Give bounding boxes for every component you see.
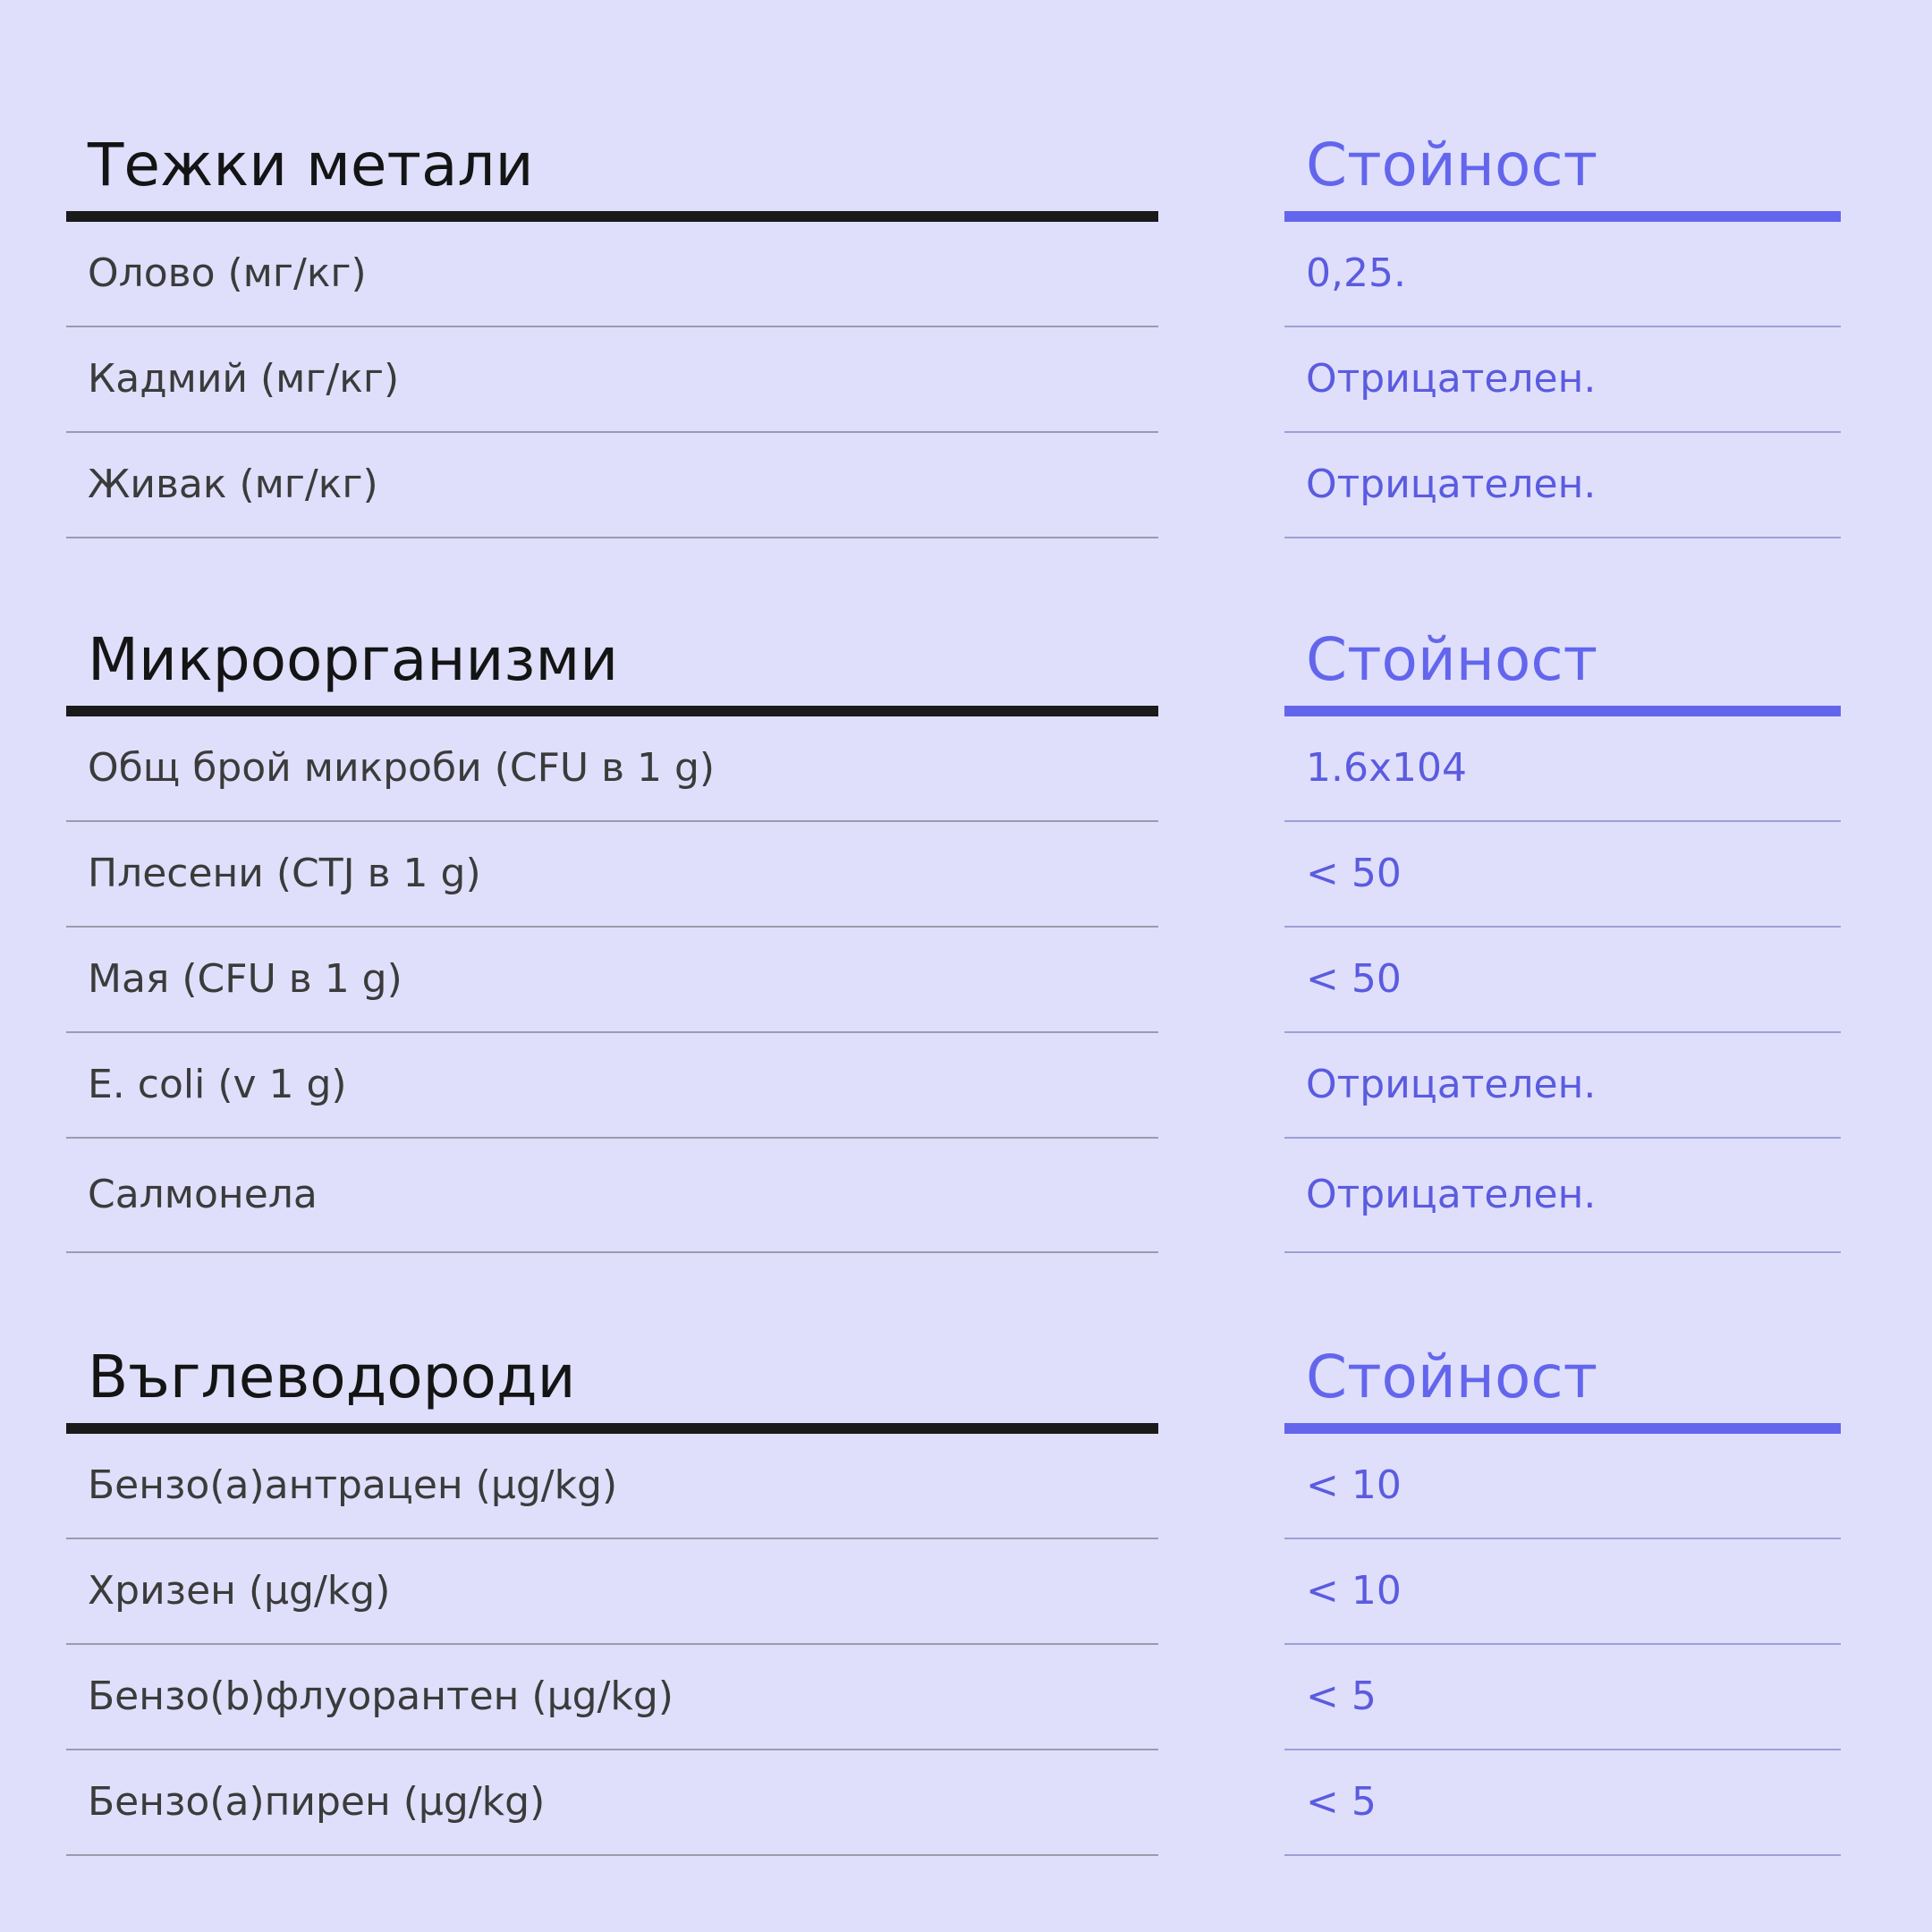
section-title: Въглеводороди xyxy=(88,1343,576,1411)
table-row xyxy=(66,1750,1158,1856)
row-value: 1.6x104 xyxy=(1306,745,1467,791)
section-heading xyxy=(66,561,1158,716)
row-label: Олово (мг/кг) xyxy=(88,250,367,296)
table-row xyxy=(1284,928,1841,1033)
row-value: < 10 xyxy=(1306,1462,1402,1508)
value-header: Стойност xyxy=(1306,1343,1598,1411)
row-label: Мая (CFU в 1 g) xyxy=(88,956,402,1002)
heading-underline xyxy=(66,211,1158,222)
table-row xyxy=(66,1539,1158,1645)
row-value: Отрицателен. xyxy=(1306,462,1597,507)
table-row xyxy=(66,1645,1158,1750)
label-column xyxy=(66,66,1158,538)
row-value: < 5 xyxy=(1306,1779,1377,1825)
table-row xyxy=(66,1434,1158,1539)
row-value: < 10 xyxy=(1306,1568,1402,1614)
value-column xyxy=(1284,1278,1841,1856)
value-header: Стойност xyxy=(1306,625,1598,694)
table-row xyxy=(1284,1645,1841,1750)
row-value: Отрицателен. xyxy=(1306,1062,1597,1107)
table-row xyxy=(1284,327,1841,433)
label-column xyxy=(66,1278,1158,1856)
table-row xyxy=(1284,716,1841,822)
section-title: Тежки метали xyxy=(88,131,534,199)
table-row xyxy=(66,433,1158,538)
value-heading xyxy=(1284,1278,1841,1434)
value-column xyxy=(1284,561,1841,1253)
table-row xyxy=(1284,1434,1841,1539)
value-column xyxy=(1284,66,1841,538)
row-value: < 5 xyxy=(1306,1674,1377,1719)
row-label: Бензо(b)флуорантен (µg/kg) xyxy=(88,1674,674,1719)
table-row xyxy=(1284,1139,1841,1253)
row-label: Плесени (CTJ в 1 g) xyxy=(88,851,481,896)
table-row xyxy=(1284,1033,1841,1139)
table-row xyxy=(66,222,1158,327)
section-title: Микроорганизми xyxy=(88,625,619,694)
value-heading xyxy=(1284,66,1841,222)
heading-underline xyxy=(1284,211,1841,222)
heading-underline xyxy=(66,706,1158,716)
table-row xyxy=(1284,222,1841,327)
table-row xyxy=(1284,1539,1841,1645)
section-heading xyxy=(66,1278,1158,1434)
row-label: Общ брой микроби (CFU в 1 g) xyxy=(88,745,716,791)
table-row xyxy=(66,1033,1158,1139)
row-label: Бензо(а)пирен (µg/kg) xyxy=(88,1779,546,1825)
heading-underline xyxy=(1284,706,1841,716)
table-row xyxy=(1284,433,1841,538)
heading-underline xyxy=(1284,1423,1841,1434)
value-header: Стойност xyxy=(1306,131,1598,199)
row-value: < 50 xyxy=(1306,956,1402,1002)
table-row xyxy=(66,1139,1158,1253)
row-value: Отрицателен. xyxy=(1306,1172,1597,1217)
section-heading xyxy=(66,66,1158,222)
table-row xyxy=(66,822,1158,928)
row-label: E. coli (v 1 g) xyxy=(88,1062,347,1107)
table-row xyxy=(66,928,1158,1033)
table-row xyxy=(66,327,1158,433)
row-value: < 50 xyxy=(1306,851,1402,896)
row-label: Салмонела xyxy=(88,1172,318,1217)
label-column xyxy=(66,561,1158,1253)
row-label: Живак (мг/кг) xyxy=(88,462,378,507)
row-value: 0,25. xyxy=(1306,250,1406,296)
row-label: Кадмий (мг/кг) xyxy=(88,356,400,402)
row-label: Бензо(а)антрацен (µg/kg) xyxy=(88,1462,618,1508)
row-label: Хризен (µg/kg) xyxy=(88,1568,391,1614)
row-value: Отрицателен. xyxy=(1306,356,1597,402)
table-row xyxy=(1284,1750,1841,1856)
table-row xyxy=(66,716,1158,822)
table-row xyxy=(1284,822,1841,928)
heading-underline xyxy=(66,1423,1158,1434)
value-heading xyxy=(1284,561,1841,716)
